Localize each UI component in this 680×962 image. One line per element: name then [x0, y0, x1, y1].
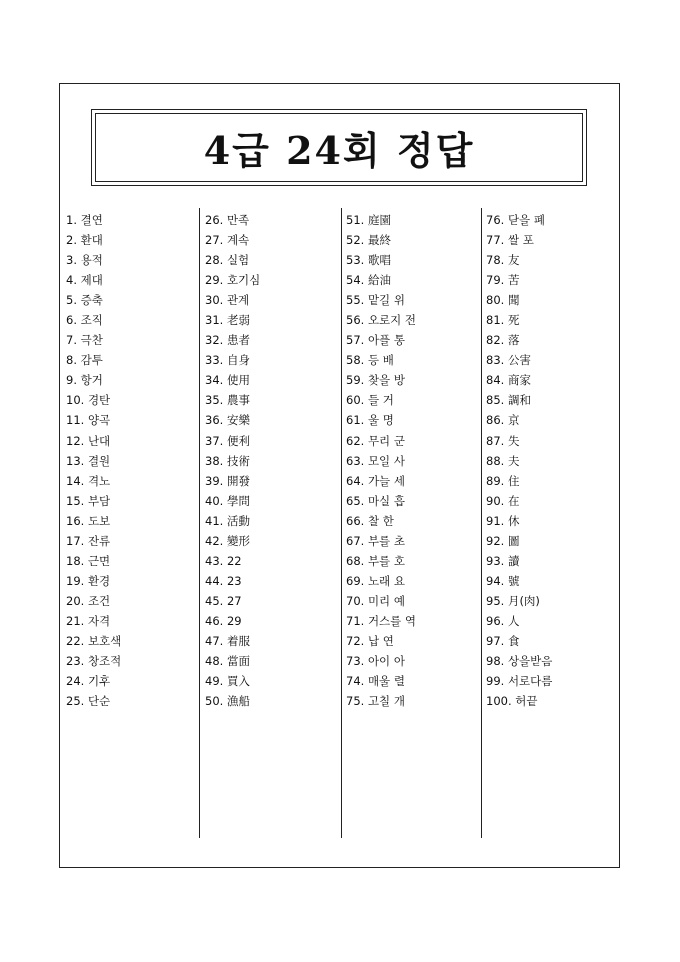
answer-item: 68. 부를 호 — [346, 553, 405, 568]
answer-item: 56. 오로지 전 — [346, 313, 417, 328]
answer-item: 7. 극찬 — [66, 333, 103, 348]
answer-item: 90. 在 — [486, 493, 520, 508]
answer-item: 13. 결원 — [66, 453, 111, 468]
answer-item: 97. 食 — [486, 633, 520, 648]
answer-column-2 — [205, 210, 343, 711]
answer-column-4 — [486, 210, 624, 711]
answer-item: 23. 창조적 — [66, 654, 122, 669]
answer-item: 40. 學問 — [205, 493, 250, 508]
answer-item: 21. 자격 — [66, 613, 111, 628]
answer-item: 72. 납 연 — [346, 633, 394, 648]
answer-item: 4. 제대 — [66, 273, 103, 288]
answer-item: 83. 公害 — [486, 353, 531, 368]
answer-item: 41. 活動 — [205, 513, 250, 528]
answer-item: 43. 22 — [205, 553, 242, 568]
answer-item: 70. 미리 예 — [346, 593, 405, 608]
answer-item: 92. 圖 — [486, 533, 520, 548]
answer-item: 26. 만족 — [205, 213, 250, 227]
answer-item: 28. 실험 — [205, 253, 250, 268]
answer-item: 3. 용적 — [66, 253, 103, 268]
answer-item: 85. 調和 — [486, 393, 531, 408]
answer-item: 22. 보호색 — [66, 633, 122, 648]
answer-item: 76. 닫을 폐 — [486, 213, 545, 227]
answer-item: 29. 호기심 — [205, 273, 261, 288]
answer-item: 38. 技術 — [205, 453, 250, 468]
answer-item: 46. 29 — [205, 613, 242, 628]
answer-column-3 — [346, 210, 484, 711]
answer-item: 96. 人 — [486, 613, 520, 628]
answer-item: 25. 단순 — [66, 694, 111, 709]
answer-item: 51. 庭園 — [346, 213, 391, 227]
answer-item: 5. 증축 — [66, 293, 103, 308]
answer-item: 32. 患者 — [205, 333, 250, 348]
answer-item: 24. 기후 — [66, 674, 111, 689]
answer-item: 30. 관계 — [205, 293, 250, 308]
answer-item: 33. 自身 — [205, 353, 250, 368]
answer-item: 49. 買入 — [205, 674, 250, 689]
answer-item: 71. 거스를 역 — [346, 613, 417, 628]
answer-item: 19. 환경 — [66, 573, 111, 588]
answer-item: 86. 京 — [486, 413, 520, 428]
answer-item: 80. 聞 — [486, 293, 520, 308]
answer-item: 1. 결연 — [66, 213, 103, 227]
answer-item: 99. 서로다름 — [486, 674, 553, 689]
answer-item: 89. 住 — [486, 473, 520, 488]
answer-item: 18. 근면 — [66, 553, 111, 568]
answer-item: 35. 農事 — [205, 393, 250, 408]
answer-item: 81. 死 — [486, 313, 520, 328]
answer-item: 14. 격노 — [66, 473, 111, 488]
page-title: 4급 24회 정답 — [203, 128, 475, 173]
answer-item: 91. 休 — [486, 513, 520, 528]
answer-item: 66. 찰 한 — [346, 513, 394, 528]
answer-item: 10. 경탄 — [66, 393, 111, 408]
answer-item: 36. 安樂 — [205, 413, 250, 428]
answer-item: 2. 환대 — [66, 233, 103, 248]
answer-item: 9. 항거 — [66, 373, 103, 388]
answer-item: 47. 着服 — [205, 633, 250, 648]
answer-item: 75. 고칠 개 — [346, 694, 405, 709]
answer-item: 39. 開發 — [205, 473, 250, 488]
answer-item: 73. 아이 아 — [346, 654, 405, 669]
answer-item: 53. 歌唱 — [346, 253, 391, 268]
answer-item: 95. 月(肉) — [486, 593, 540, 608]
answer-item: 65. 마실 흡 — [346, 493, 405, 508]
answer-item: 69. 노래 요 — [346, 573, 405, 588]
answer-item: 59. 찾을 방 — [346, 373, 405, 388]
answer-item: 42. 變形 — [205, 533, 250, 548]
answer-item: 48. 當面 — [205, 654, 250, 669]
answer-item: 84. 商家 — [486, 373, 531, 388]
answer-item: 98. 상을받음 — [486, 654, 553, 669]
answer-item: 52. 最終 — [346, 233, 391, 248]
answer-item: 100. 허끝 — [486, 694, 538, 709]
answer-item: 67. 부를 초 — [346, 533, 405, 548]
answer-item: 55. 맡길 위 — [346, 293, 405, 308]
answer-item: 16. 도보 — [66, 513, 111, 528]
answer-item: 6. 조직 — [66, 313, 103, 328]
answer-item: 58. 등 배 — [346, 353, 394, 368]
answer-item: 87. 失 — [486, 433, 520, 448]
answer-item: 82. 落 — [486, 333, 520, 348]
answer-item: 77. 쌀 포 — [486, 233, 534, 248]
answer-item: 8. 감투 — [66, 353, 103, 368]
answer-item: 74. 매울 렬 — [346, 674, 405, 689]
answer-item: 17. 잔류 — [66, 533, 111, 548]
answer-item: 15. 부담 — [66, 493, 111, 508]
answer-item: 45. 27 — [205, 593, 242, 608]
answer-item: 93. 讀 — [486, 553, 520, 568]
answer-item: 44. 23 — [205, 573, 242, 588]
answer-item: 64. 가늘 세 — [346, 473, 405, 488]
answer-item: 20. 조건 — [66, 593, 111, 608]
answer-item: 94. 號 — [486, 573, 520, 588]
title-box-inner — [95, 113, 583, 182]
title-box — [91, 109, 587, 186]
answer-item: 54. 給油 — [346, 273, 391, 288]
answer-item: 37. 便利 — [205, 433, 250, 448]
answer-item: 50. 漁船 — [205, 694, 250, 709]
answer-item: 63. 모일 사 — [346, 453, 405, 468]
answer-item: 79. 苦 — [486, 273, 520, 288]
answer-item: 88. 夫 — [486, 453, 520, 468]
answer-item: 34. 使用 — [205, 373, 250, 388]
answer-item: 31. 老弱 — [205, 313, 250, 328]
answer-item: 78. 友 — [486, 253, 520, 268]
answer-item: 27. 계속 — [205, 233, 250, 248]
answer-item: 11. 양곡 — [66, 413, 111, 428]
answer-item: 57. 아플 통 — [346, 333, 405, 348]
answer-item: 60. 들 거 — [346, 393, 394, 408]
answer-column-1 — [66, 210, 204, 711]
answer-item: 62. 무리 군 — [346, 433, 405, 448]
answer-item: 61. 울 명 — [346, 413, 394, 428]
answer-item: 12. 난대 — [66, 433, 111, 448]
